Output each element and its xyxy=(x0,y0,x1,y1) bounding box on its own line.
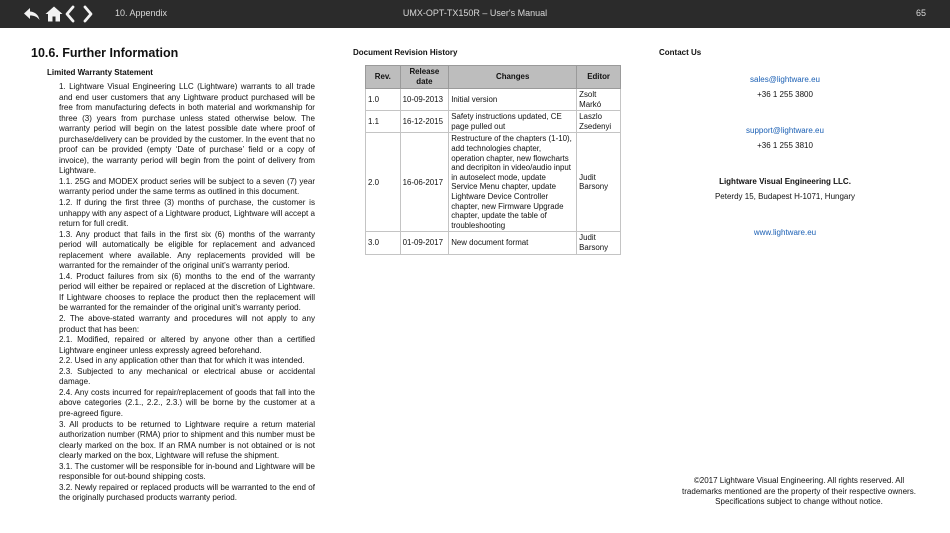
column-header-editor: Editor xyxy=(577,66,621,89)
revision-history-table xyxy=(365,65,621,255)
changes-cell: Safety instructions updated, CE page pulled out xyxy=(449,111,577,133)
editor-cell: Laszlo Zsedenyi xyxy=(577,111,621,133)
table-header-row xyxy=(366,66,621,89)
changes-cell: Initial version xyxy=(449,89,577,111)
editor-cell: Judit Barsony xyxy=(577,133,621,232)
warranty-paragraph: 2.4. Any costs incurred for repair/replacement of goods that fall into the above categories (2.1., 2.2., 2.3.) will be borne by the customer at a pre-agreed figure. xyxy=(59,387,315,418)
table-row xyxy=(366,111,621,133)
company-name: Lightware Visual Engineering LLC. xyxy=(719,177,851,186)
column-header-rev: Rev. xyxy=(366,66,401,89)
column-header-release-date: Release date xyxy=(400,66,449,89)
rev-cell: 1.0 xyxy=(366,89,401,111)
date-cell: 16-12-2015 xyxy=(400,111,449,133)
rev-cell: 2.0 xyxy=(366,133,401,232)
footer-line: Specifications subject to change without notice. xyxy=(715,497,883,507)
warranty-paragraph: 3.1. The customer will be responsible for in-bound and Lightware will be responsible for out-bound shipping costs. xyxy=(59,461,315,482)
warranty-paragraph: 3. All products to be returned to Lightware require a return material authorization number (RMA) prior to shipment and this number must be clearly marked on the box. If an RMA number is not obtained or is not clearly marked on the box, Lightware will refuse the shipment. xyxy=(59,419,315,461)
company-address: Peterdy 15, Budapest H-1071, Hungary xyxy=(714,192,856,201)
table-row xyxy=(366,89,621,111)
editor-cell: Zsolt Markó xyxy=(577,89,621,111)
date-cell: 16-06-2017 xyxy=(400,133,449,232)
section-breadcrumb: 10. Appendix xyxy=(115,8,168,18)
sales-email-link[interactable]: sales@lightware.eu xyxy=(750,75,820,84)
section-heading: 10.6. Further Information xyxy=(31,46,179,60)
rev-cell: 1.1 xyxy=(366,111,401,133)
warranty-paragraph: 2. The above-stated warranty and procedures will not apply to any product that has been: xyxy=(59,314,315,334)
footer-line: ©2017 Lightware Visual Engineering. All rights reserved. All xyxy=(693,476,905,485)
footer-line: trademarks mentioned are the property of their respective owners. xyxy=(682,486,916,496)
date-cell: 10-09-2013 xyxy=(400,89,449,111)
table-row xyxy=(366,232,621,254)
support-phone: +36 1 255 3810 xyxy=(757,141,813,150)
document-title: UMX-OPT-TX150R – User's Manual xyxy=(402,8,548,18)
revision-history-title: Document Revision History xyxy=(353,48,458,57)
warranty-paragraph: 1.4. Product failures from six (6) months to the end of the warranty period will either be repaired or replaced at the discretion of Lightware. If Lightware chooses to replace the product then the replacement will be warranted for the remainder of the original unit’s warranty period. xyxy=(59,271,315,313)
table-row xyxy=(366,133,621,232)
top-bar xyxy=(0,0,950,28)
warranty-subheading: Limited Warranty Statement xyxy=(47,68,153,77)
changes-cell: New document format xyxy=(449,232,577,254)
editor-cell: Judit Barsony xyxy=(577,232,621,254)
warranty-paragraph: 1.2. If during the first three (3) months of purchase, the customer is unhappy with any aspect of a Lightware product, Lightware will accept a return for full credit. xyxy=(59,198,315,229)
contact-title: Contact Us xyxy=(659,48,702,57)
changes-cell: Restructure of the chapters (1-10), add technologies chapter, operation chapter, new flowcharts and decripiton in video/audio input in autoselect mode, update Service Menu chapter, update Lightware Device Controller chapter, new Firmware Upgrade chapter, update the table of troubleshooting xyxy=(449,133,577,232)
warranty-paragraph: 1. Lightware Visual Engineering LLC (Lightware) warrants to all trade and end user customers that any Lightware product purchased will be free from manufacturing defects in both material and workmanship for three (3) years from purchase unless stated otherwise below. The warranty period will begin on the latest possible date where proof of purchase/delivery can be provided by the customer. In the event that no proof can be provided (empty ‘Date of purchase’ field or a copy of invoice), the warranty period will begin from the point of delivery from Lightware. xyxy=(59,82,315,176)
warranty-paragraph: 2.3. Subjected to any mechanical or electrical abuse or accidental damage. xyxy=(59,366,315,387)
date-cell: 01-09-2017 xyxy=(400,232,449,254)
rev-cell: 3.0 xyxy=(366,232,401,254)
sales-phone: +36 1 255 3800 xyxy=(757,90,813,99)
warranty-text xyxy=(59,82,315,504)
page-number: 65 xyxy=(915,8,926,18)
website-link[interactable]: www.lightware.eu xyxy=(753,228,817,237)
copyright-footer xyxy=(666,476,932,508)
column-header-changes: Changes xyxy=(449,66,577,89)
warranty-paragraph: 2.2. Used in any application other than that for which it was intended. xyxy=(59,356,305,366)
warranty-paragraph: 2.1. Modified, repaired or altered by anyone other than a certified Lightware engineer unless expressly agreed beforehand. xyxy=(59,335,315,355)
support-email-link[interactable]: support@lightware.eu xyxy=(746,126,824,135)
warranty-paragraph: 1.1. 25G and MODEX product series will be subject to a seven (7) year warranty period under the same terms as outlined in this document. xyxy=(59,176,315,197)
warranty-paragraph: 1.3. Any product that fails in the first six (6) months of the warranty period will automatically be eligible for replacement and advanced replacement where available. Any replacements provided will be warranted for the remainder of the original unit’s warranty period. xyxy=(59,229,315,271)
warranty-paragraph: 3.2. Newly repaired or replaced products will be warranted to the end of the originally purchased products warranty period. xyxy=(59,482,315,503)
